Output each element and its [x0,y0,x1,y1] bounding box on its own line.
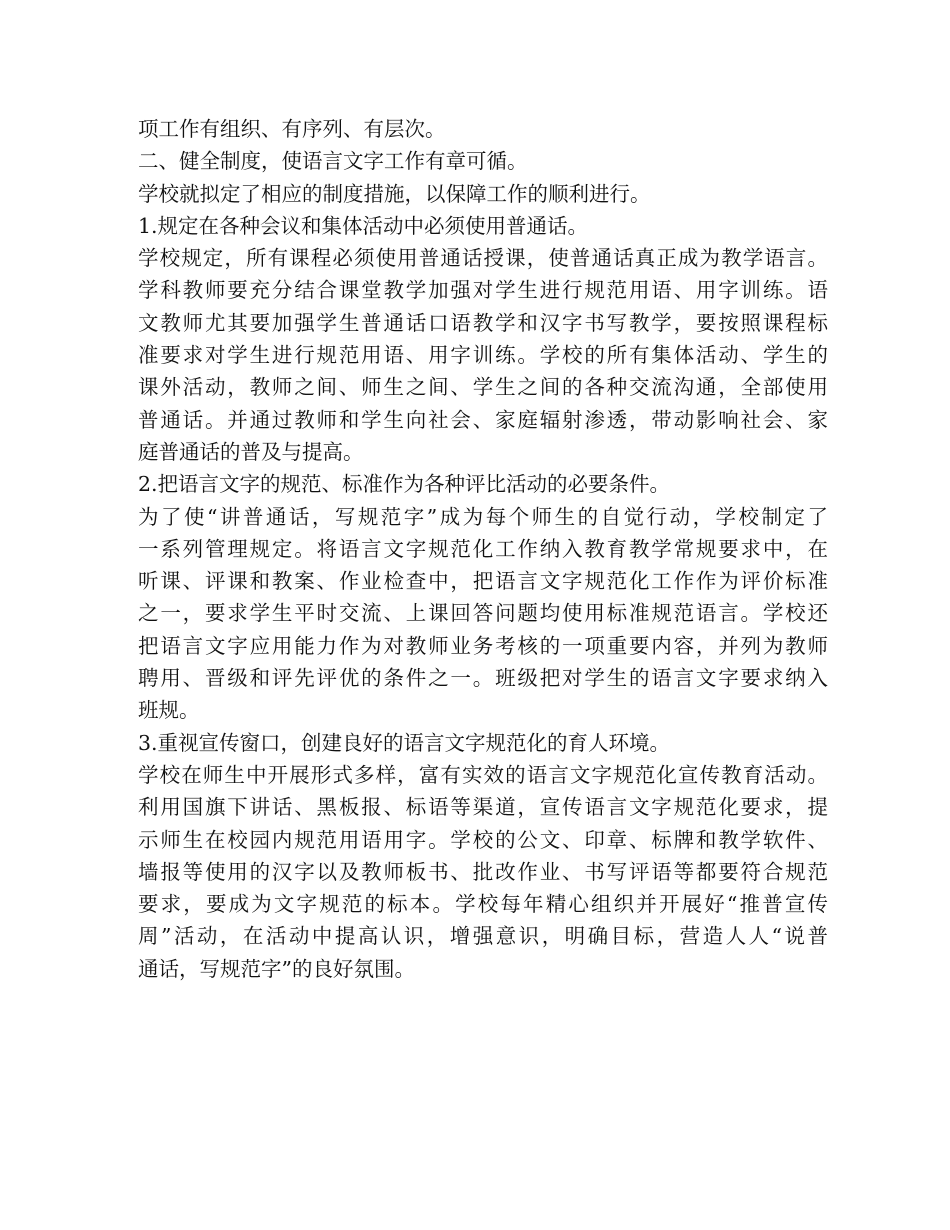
text-line: 学校规定，所有课程必须使用普通话授课，使普通话真正成为教学语言。 [138,246,828,271]
text-line: 普通话。并通过教师和学生向社会、家庭辐射渗透，带动影响社会、家 [138,407,828,432]
text-line: 学校就拟定了相应的制度措施，以保障工作的顺利进行。 [138,181,651,206]
paragraph [138,501,828,727]
paragraph [138,178,828,210]
text-line: 二、健全制度，使语言文字工作有章可循。 [138,149,528,174]
text-line: 庭普通话的普及与提高。 [138,439,364,464]
text-line: 课外活动，教师之间、师生之间、学生之间的各种交流沟通，全部使用 [138,375,828,400]
section-heading [138,145,828,177]
text-line: 利用国旗下讲话、黑板报、标语等渠道，宣传语言文字规范化要求，提 [138,795,828,820]
subsection-heading [138,468,828,500]
subsection-heading [138,210,828,242]
subsection-heading [138,727,828,759]
text-line: 文教师尤其要加强学生普通话口语教学和汉字书写教学，要按照课程标 [138,310,828,335]
text-line: 一系列管理规定。将语言文字规范化工作纳入教育教学常规要求中，在 [138,536,828,561]
document-body [138,113,828,985]
paragraph [138,242,828,468]
text-line: 1.规定在各种会议和集体活动中必须使用普通话。 [138,213,589,238]
text-line: 示师生在校园内规范用语用字。学校的公文、印章、标牌和教学软件、 [138,827,828,852]
text-line: 聘用、晋级和评先评优的条件之一。班级把对学生的语言文字要求纳入 [138,666,828,691]
text-line: 要求，要成为文字规范的标本。学校每年精心组织并开展好“推普宣传 [138,892,828,917]
text-line: 3.重视宣传窗口，创建良好的语言文字规范化的育人环境。 [138,730,671,755]
text-line: 2.把语言文字的规范、标准作为各种评比活动的必要条件。 [138,472,671,497]
text-line: 项工作有组织、有序列、有层次。 [138,117,446,141]
text-line: 把语言文字应用能力作为对教师业务考核的一项重要内容，并列为教师 [138,633,828,658]
text-line: 学校在师生中开展形式多样，富有实效的语言文字规范化宣传教育活动。 [138,762,828,787]
text-line: 班规。 [138,698,200,723]
text-line: 通话，写规范字”的良好氛围。 [138,956,415,981]
text-line: 听课、评课和教案、作业检查中，把语言文字规范化工作作为评价标准 [138,569,828,594]
text-line: 为了使“讲普通话，写规范字”成为每个师生的自觉行动，学校制定了 [138,504,828,529]
text-line: 准要求对学生进行规范用语、用字训练。学校的所有集体活动、学生的 [138,343,828,368]
paragraph [138,759,828,985]
paragraph [138,113,828,145]
text-line: 学科教师要充分结合课堂教学加强对学生进行规范用语、用字训练。语 [138,278,828,303]
text-line: 墙报等使用的汉字以及教师板书、批改作业、书写评语等都要符合规范 [138,859,828,884]
text-line: 之一，要求学生平时交流、上课回答问题均使用标准规范语言。学校还 [138,601,828,626]
text-line: 周”活动，在活动中提高认识，增强意识，明确目标，营造人人“说普 [138,924,828,949]
